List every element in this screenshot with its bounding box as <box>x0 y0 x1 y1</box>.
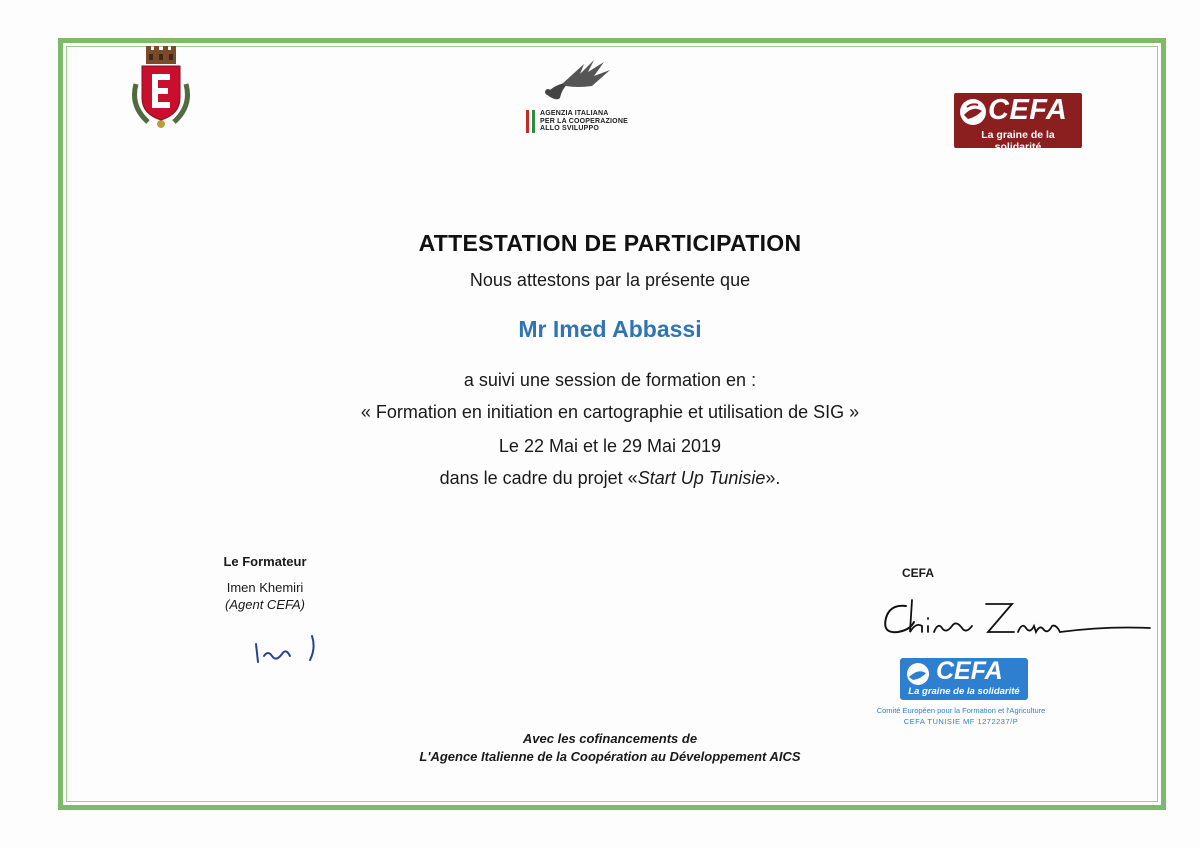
trainer-name: Imen Khemiri <box>226 580 304 595</box>
training-title: « Formation en initiation en cartographie et utilisation de SIG » <box>360 402 860 422</box>
trainer-signature <box>250 628 330 668</box>
trainer-block <box>190 554 340 612</box>
cofinancing-intro: Avec les cofinancements de <box>522 731 698 746</box>
globe-icon <box>958 97 988 127</box>
project-prefix: dans le cadre du projet « <box>439 468 638 488</box>
session-line: a suivi une session de formation en : <box>463 370 757 390</box>
aics-wordmark <box>532 110 640 133</box>
project-name: Start Up Tunisie <box>637 468 766 488</box>
stamp-wordmark: CEFA <box>936 657 1003 685</box>
signatory-label: CEFA <box>902 566 935 580</box>
dove-icon <box>532 58 622 108</box>
certificate-title: ATTESTATION DE PARTICIPATION <box>418 230 802 256</box>
certificate-intro: Nous attestons par la présente que <box>469 270 751 290</box>
stamp-org-name: Comité Européen pour la Formation et l'Agriculture <box>876 706 1046 715</box>
project-suffix: ». <box>765 468 781 488</box>
cofinancing-agency: L'Agence Italienne de la Coopération au Développement AICS <box>419 749 801 764</box>
municipal-crest-icon <box>128 44 194 130</box>
training-dates: Le 22 Mai et le 29 Mai 2019 <box>498 436 722 456</box>
aics-line: PER LA COOPERAZIONE <box>540 117 628 125</box>
aics-line: ALLO SVILUPPO <box>540 125 599 132</box>
aics-logo <box>522 58 632 144</box>
cefa-logo <box>954 93 1082 153</box>
cefa-signature <box>876 592 1154 650</box>
trainer-role: Le Formateur <box>223 554 307 569</box>
aics-line: AGENZIA ITALIANA <box>540 110 609 117</box>
stamp-registration: CEFA TUNISIE MF 1272237/P <box>903 717 1019 726</box>
trainer-affiliation: (Agent CEFA) <box>225 597 305 612</box>
cefa-wordmark: CEFA <box>988 94 1068 126</box>
project-line <box>160 468 1060 489</box>
stamp-tagline: La graine de la solidarité <box>908 686 1020 697</box>
globe-icon <box>904 662 932 686</box>
recipient-name: Mr Imed Abbassi <box>518 316 702 342</box>
cefa-tagline: La graine de la solidarité <box>981 129 1055 153</box>
stamp-logo <box>900 658 1028 700</box>
